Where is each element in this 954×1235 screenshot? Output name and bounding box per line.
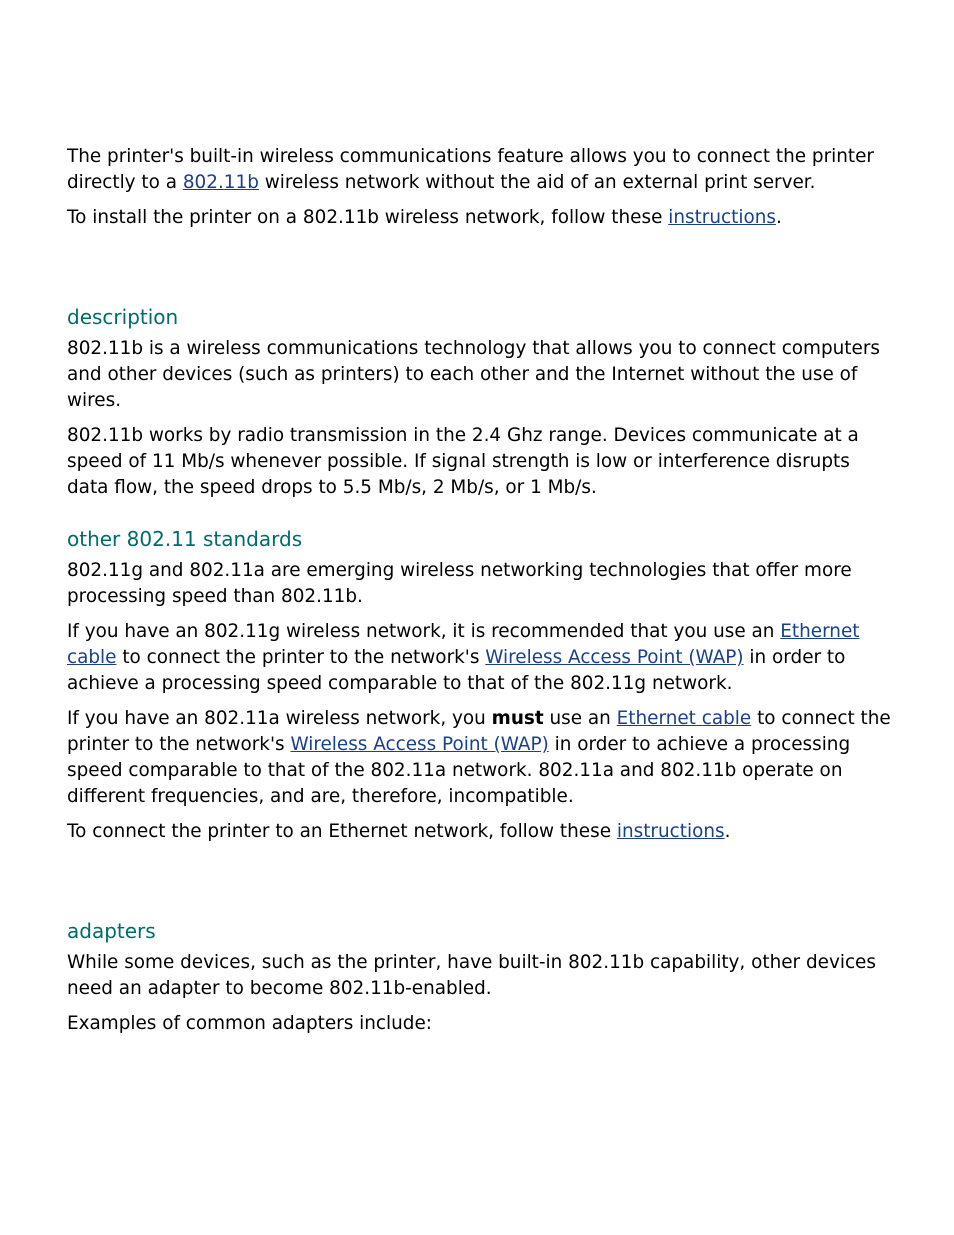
- heading-adapters: adapters: [67, 919, 156, 943]
- standards-text: to connect the printer to the network's: [67, 708, 891, 755]
- heading-description: description: [67, 305, 179, 329]
- link-install-instructions[interactable]: instructions: [668, 207, 776, 228]
- standards-text: .: [724, 821, 731, 842]
- intro-text: wireless network without the aid of an external print server.: [258, 172, 816, 193]
- document-body: [67, 144, 897, 1046]
- link-wireless-access-point[interactable]: Wireless Access Point (WAP): [290, 734, 549, 755]
- link-ethernet-cable[interactable]: Ethernet cable: [67, 621, 860, 668]
- intro-paragraph-1: [67, 144, 897, 196]
- link-ethernet-cable[interactable]: Ethernet cable: [616, 708, 752, 729]
- standards-paragraph-4: [67, 819, 897, 845]
- standards-paragraph-1: 802.11g and 802.11a are emerging wireless networking technologies that offer more processing speed than 802.11b.: [67, 560, 852, 607]
- section-spacer: [67, 510, 897, 526]
- section-spacer: [67, 854, 897, 918]
- emphasis-must: must: [491, 708, 544, 729]
- standards-text: to connect the printer to the network's: [116, 647, 486, 668]
- standards-text: in order to achieve a processing speed comparable to that of the 802.11a network. 802.11a and 802.11b operate on different frequencies, and are, therefore, incompatible.: [67, 734, 851, 807]
- link-wireless-access-point[interactable]: Wireless Access Point (WAP): [485, 647, 744, 668]
- intro-text: The printer's built-in wireless communications feature allows you to connect the printer directly to a: [67, 146, 874, 193]
- standards-paragraph-3: [67, 706, 897, 810]
- intro-text: .: [775, 207, 782, 228]
- adapters-paragraph-1: While some devices, such as the printer, have built-in 802.11b capability, other devices need an adapter to become 802.11b-enabled.: [67, 952, 876, 999]
- link-ethernet-instructions[interactable]: instructions: [616, 821, 725, 842]
- description-paragraph-2: 802.11b works by radio transmission in the 2.4 Ghz range. Devices communicate at a speed of 11 Mb/s whenever possible. If signal strength is low or interference disrupts data flow, the speed drops to 5.5 Mb/s, 2 Mb/s, or 1 Mb/s.: [67, 425, 859, 498]
- intro-paragraph-2: [67, 205, 897, 231]
- intro-text: To install the printer on a 802.11b wireless network, follow these: [67, 207, 669, 228]
- standards-paragraph-2: [67, 619, 897, 697]
- standards-text: To connect the printer to an Ethernet network, follow these: [67, 821, 617, 842]
- standards-text: If you have an 802.11g wireless network, it is recommended that you use an: [67, 621, 781, 642]
- adapters-paragraph-2: Examples of common adapters include:: [67, 1013, 432, 1034]
- standards-text: If you have an 802.11a wireless network, you: [67, 708, 492, 729]
- section-spacer: [67, 240, 897, 304]
- link-802-11b[interactable]: 802.11b: [182, 172, 259, 193]
- standards-text: in order to achieve a processing speed comparable to that of the 802.11g network.: [67, 647, 846, 694]
- heading-other-standards: other 802.11 standards: [67, 527, 303, 551]
- standards-text: use an: [543, 708, 617, 729]
- description-paragraph-1: 802.11b is a wireless communications technology that allows you to connect computers and other devices (such as printers) to each other and the Internet without the use of wires.: [67, 338, 880, 411]
